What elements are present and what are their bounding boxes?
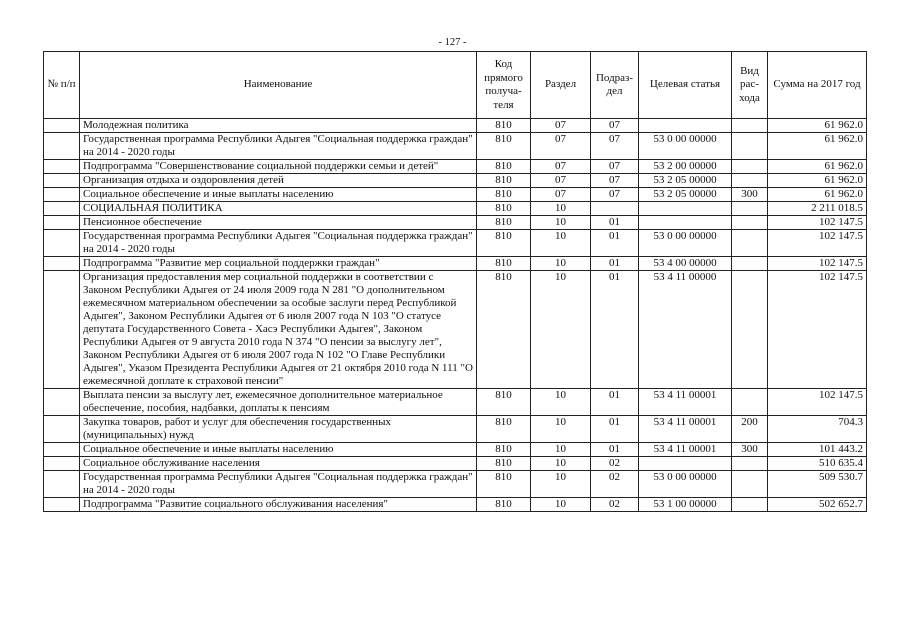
table-row [44, 230, 867, 257]
cell-name: Социальное обслуживание населения [80, 457, 477, 471]
cell-amount: 509 530.7 [768, 471, 867, 498]
cell-subsection: 02 [591, 471, 639, 498]
cell-section: 10 [531, 389, 591, 416]
cell-expense-type [732, 230, 768, 257]
cell-target: 53 4 11 00001 [639, 416, 732, 443]
cell-name: Выплата пенсии за выслугу лет, ежемесячное дополнительное материальное обеспечение, пособия, надбавки, доплаты к пенсиям [80, 389, 477, 416]
cell-target: 53 2 05 00000 [639, 174, 732, 188]
cell-code: 810 [477, 160, 531, 174]
cell-expense-type [732, 174, 768, 188]
cell-target: 53 1 00 00000 [639, 498, 732, 512]
cell-code: 810 [477, 389, 531, 416]
table-row [44, 443, 867, 457]
cell-num [44, 216, 80, 230]
cell-section: 10 [531, 457, 591, 471]
cell-num [44, 457, 80, 471]
cell-expense-type [732, 119, 768, 133]
cell-subsection: 01 [591, 443, 639, 457]
cell-num [44, 133, 80, 160]
header-amount: Сумма на 2017 год [768, 52, 867, 119]
cell-amount: 61 962.0 [768, 174, 867, 188]
cell-amount: 61 962.0 [768, 133, 867, 160]
cell-code: 810 [477, 119, 531, 133]
cell-code: 810 [477, 416, 531, 443]
table-row [44, 188, 867, 202]
cell-expense-type [732, 216, 768, 230]
cell-section: 07 [531, 133, 591, 160]
cell-name: Закупка товаров, работ и услуг для обеспечения государственных (муниципальных) нужд [80, 416, 477, 443]
header-subsection: Подраз-дел [591, 52, 639, 119]
header-num: № п/п [44, 52, 80, 119]
cell-target: 53 4 11 00000 [639, 271, 732, 389]
cell-name: Организация отдыха и оздоровления детей [80, 174, 477, 188]
cell-section: 07 [531, 174, 591, 188]
cell-name: Подпрограмма "Совершенствование социальной поддержки семьи и детей" [80, 160, 477, 174]
cell-num [44, 119, 80, 133]
cell-expense-type: 300 [732, 188, 768, 202]
cell-subsection: 01 [591, 216, 639, 230]
cell-name: СОЦИАЛЬНАЯ ПОЛИТИКА [80, 202, 477, 216]
cell-section: 10 [531, 416, 591, 443]
cell-section: 10 [531, 216, 591, 230]
table-row [44, 271, 867, 389]
cell-num [44, 174, 80, 188]
cell-amount: 61 962.0 [768, 160, 867, 174]
cell-subsection: 01 [591, 389, 639, 416]
cell-name: Социальное обеспечение и иные выплаты населению [80, 188, 477, 202]
cell-section: 07 [531, 188, 591, 202]
cell-target [639, 119, 732, 133]
cell-section: 07 [531, 160, 591, 174]
table-row [44, 471, 867, 498]
cell-target: 53 2 00 00000 [639, 160, 732, 174]
cell-code: 810 [477, 257, 531, 271]
table-row [44, 133, 867, 160]
cell-amount: 102 147.5 [768, 271, 867, 389]
cell-expense-type [732, 202, 768, 216]
header-section: Раздел [531, 52, 591, 119]
cell-target [639, 457, 732, 471]
cell-num [44, 188, 80, 202]
table-row [44, 160, 867, 174]
cell-target: 53 4 00 00000 [639, 257, 732, 271]
cell-target: 53 0 00 00000 [639, 133, 732, 160]
page-number: - 127 - [438, 37, 467, 48]
cell-section: 10 [531, 498, 591, 512]
cell-code: 810 [477, 188, 531, 202]
cell-num [44, 271, 80, 389]
cell-amount: 61 962.0 [768, 188, 867, 202]
cell-section: 07 [531, 119, 591, 133]
budget-table [43, 51, 867, 512]
cell-num [44, 389, 80, 416]
cell-expense-type [732, 257, 768, 271]
header-expense-type: Вид рас-хода [732, 52, 768, 119]
cell-section: 10 [531, 443, 591, 457]
table-row [44, 174, 867, 188]
cell-name: Государственная программа Республики Адыгея "Социальная поддержка граждан" на 2014 - 2020 годы [80, 133, 477, 160]
cell-amount: 101 443.2 [768, 443, 867, 457]
cell-num [44, 498, 80, 512]
cell-num [44, 202, 80, 216]
cell-target [639, 202, 732, 216]
cell-target: 53 4 11 00001 [639, 389, 732, 416]
cell-code: 810 [477, 174, 531, 188]
table-header-row [44, 52, 867, 119]
cell-expense-type [732, 160, 768, 174]
cell-num [44, 257, 80, 271]
cell-name: Пенсионное обеспечение [80, 216, 477, 230]
cell-amount: 102 147.5 [768, 257, 867, 271]
table-row [44, 457, 867, 471]
cell-subsection [591, 202, 639, 216]
cell-num [44, 471, 80, 498]
cell-subsection: 07 [591, 160, 639, 174]
cell-section: 10 [531, 257, 591, 271]
table-row [44, 498, 867, 512]
cell-code: 810 [477, 202, 531, 216]
cell-target [639, 216, 732, 230]
cell-target: 53 0 00 00000 [639, 471, 732, 498]
cell-section: 10 [531, 230, 591, 257]
cell-expense-type [732, 498, 768, 512]
cell-code: 810 [477, 216, 531, 230]
cell-expense-type [732, 471, 768, 498]
cell-amount: 510 635.4 [768, 457, 867, 471]
cell-name: Молодежная политика [80, 119, 477, 133]
cell-subsection: 01 [591, 271, 639, 389]
cell-amount: 102 147.5 [768, 216, 867, 230]
cell-target: 53 4 11 00001 [639, 443, 732, 457]
cell-code: 810 [477, 230, 531, 257]
cell-num [44, 230, 80, 257]
table-row [44, 257, 867, 271]
cell-amount: 2 211 018.5 [768, 202, 867, 216]
cell-expense-type: 300 [732, 443, 768, 457]
cell-subsection: 01 [591, 257, 639, 271]
table-row [44, 119, 867, 133]
cell-subsection: 07 [591, 188, 639, 202]
cell-subsection: 01 [591, 230, 639, 257]
cell-expense-type: 200 [732, 416, 768, 443]
cell-code: 810 [477, 271, 531, 389]
cell-subsection: 07 [591, 174, 639, 188]
cell-name: Организация предоставления мер социальной поддержки в соответствии с Законом Республики Адыгея от 24 июля 2009 года N 281 "О дополнительном ежемесячном материальном обеспечении за особые заслуги перед Республикой Адыгея", Законом Республики Адыгея от 6 июля 2007 года N 103 "О статусе депутата Государственного Совета - Хасэ Республики Адыгея", Законом Республики Адыгея от 9 августа 2010 года N 374 "О пенсии за выслугу лет", Законом Республики Адыгея от 6 июля 2007 года N 102 "О Главе Республики Адыгея", Указом Президента Республики Адыгея от 21 октября 2010 года N 111 "О ежемесячной доплате к страховой пенсии" [80, 271, 477, 389]
cell-name: Подпрограмма "Развитие социального обслуживания населения" [80, 498, 477, 512]
cell-name: Социальное обеспечение и иные выплаты населению [80, 443, 477, 457]
cell-amount: 102 147.5 [768, 230, 867, 257]
cell-name: Государственная программа Республики Адыгея "Социальная поддержка граждан" на 2014 - 2020 годы [80, 471, 477, 498]
table-row [44, 416, 867, 443]
table-row [44, 202, 867, 216]
cell-amount: 61 962.0 [768, 119, 867, 133]
cell-code: 810 [477, 498, 531, 512]
cell-subsection: 01 [591, 416, 639, 443]
cell-num [44, 160, 80, 174]
cell-name: Государственная программа Республики Адыгея "Социальная поддержка граждан" на 2014 - 2020 годы [80, 230, 477, 257]
cell-amount: 102 147.5 [768, 389, 867, 416]
cell-expense-type [732, 457, 768, 471]
cell-num [44, 416, 80, 443]
header-target: Целевая статья [639, 52, 732, 119]
cell-code: 810 [477, 443, 531, 457]
header-code: Код прямого получа-теля [477, 52, 531, 119]
cell-code: 810 [477, 471, 531, 498]
cell-code: 810 [477, 457, 531, 471]
cell-expense-type [732, 389, 768, 416]
cell-section: 10 [531, 471, 591, 498]
cell-section: 10 [531, 202, 591, 216]
cell-name: Подпрограмма "Развитие мер социальной поддержки граждан" [80, 257, 477, 271]
cell-expense-type [732, 271, 768, 389]
cell-section: 10 [531, 271, 591, 389]
header-name: Наименование [80, 52, 477, 119]
table-row [44, 216, 867, 230]
cell-code: 810 [477, 133, 531, 160]
cell-subsection: 07 [591, 133, 639, 160]
cell-amount: 502 652.7 [768, 498, 867, 512]
cell-num [44, 443, 80, 457]
cell-subsection: 02 [591, 457, 639, 471]
cell-subsection: 02 [591, 498, 639, 512]
cell-amount: 704.3 [768, 416, 867, 443]
cell-target: 53 2 05 00000 [639, 188, 732, 202]
cell-expense-type [732, 133, 768, 160]
table-body [44, 119, 867, 512]
table-row [44, 389, 867, 416]
cell-subsection: 07 [591, 119, 639, 133]
cell-target: 53 0 00 00000 [639, 230, 732, 257]
